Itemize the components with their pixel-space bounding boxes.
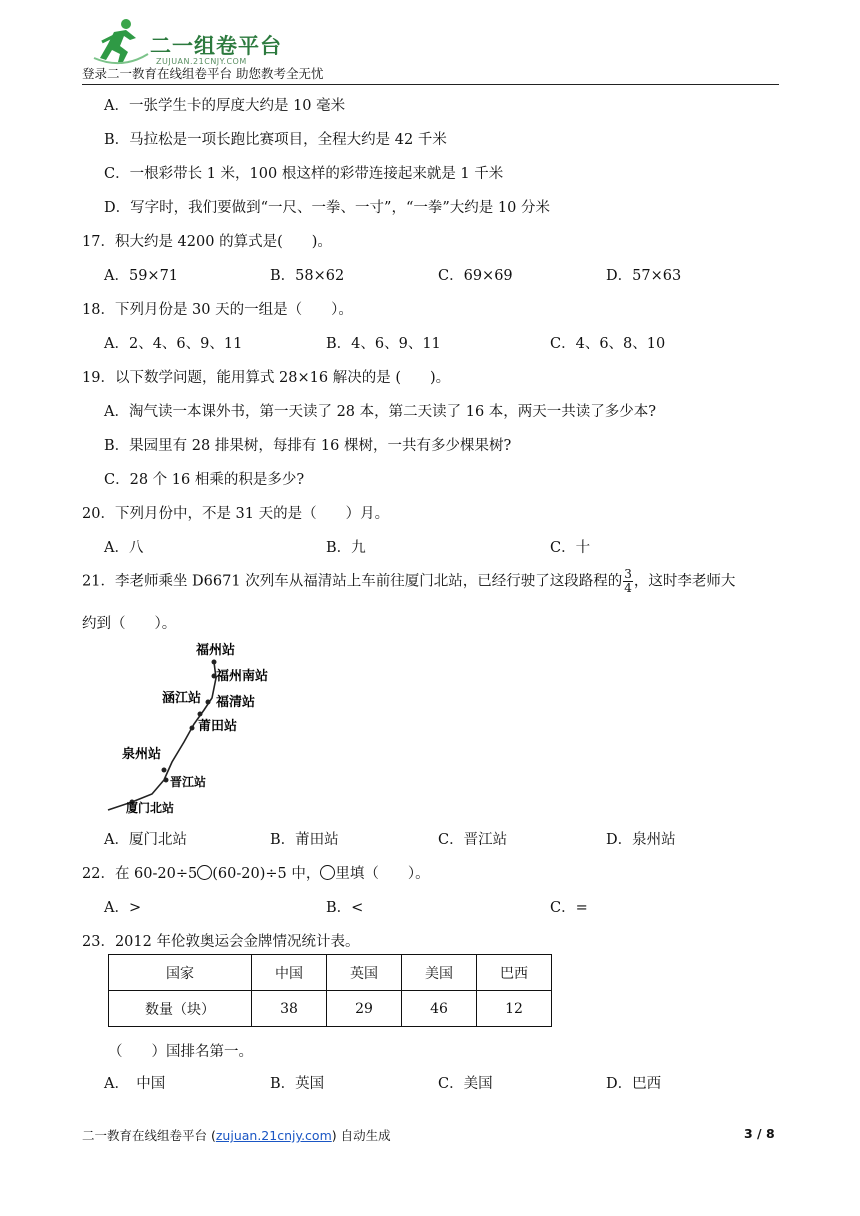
q21-stem-before: 21．李老师乘坐 D6671 次列车从福清站上车前往厦门北站，已经行驶了这段路程的 [82, 573, 623, 590]
q21-stem-after: ，这时李老师大 [633, 573, 736, 590]
circle-blank-icon [197, 865, 212, 880]
table-cell: 38 [252, 991, 327, 1027]
q21-fraction [623, 568, 633, 595]
q21-option-a: A．厦门北站 [104, 832, 187, 848]
table-cell: 英国 [327, 955, 402, 991]
map-label-jinjiang: 晋江站 [170, 775, 207, 789]
map-label-xiamen-north: 厦门北站 [126, 801, 175, 815]
q16-option-b: B．马拉松是一项长跑比赛项目，全程大约是 42 千米 [104, 132, 447, 148]
medal-table [108, 954, 552, 1027]
q21-stem [82, 568, 735, 595]
logo-text: 二一组卷平台 [150, 34, 282, 58]
q23-option-b: B．英国 [270, 1076, 325, 1092]
q22-option-c: C．= [550, 900, 588, 916]
header-divider [82, 84, 779, 85]
q23-stem: 23．2012 年伦敦奥运会金牌情况统计表。 [82, 934, 360, 950]
table-cell: 美国 [402, 955, 477, 991]
q22-stem-before: 22．在 60-20÷5 [82, 866, 198, 882]
q22-option-b: B．< [326, 900, 364, 916]
q19-option-b: B．果园里有 28 排果树，每排有 16 棵树，一共有多少棵果树? [104, 438, 512, 454]
q19-stem: 19．以下数学问题，能用算式 28×16 解决的是 ( )。 [82, 370, 451, 386]
footer-text [82, 1126, 391, 1144]
map-label-putian: 莆田站 [198, 719, 238, 734]
table-cell: 12 [477, 991, 552, 1027]
table-cell: 46 [402, 991, 477, 1027]
q21-option-d: D．泉州站 [606, 832, 676, 848]
q21-fraction-denominator: 4 [624, 581, 632, 595]
q22-option-a: A．> [104, 900, 142, 916]
q22-stem-after: 里填（ ）。 [335, 866, 430, 882]
q21-fraction-numerator: 3 [624, 567, 632, 581]
q23-option-c: C．美国 [438, 1076, 493, 1092]
q17-option-c: C．69×69 [438, 268, 513, 284]
page-number: 3 / 8 [744, 1126, 775, 1141]
footer-link[interactable]: zujuan.21cnjy.com [215, 1128, 332, 1143]
railway-map [104, 638, 284, 820]
q16-option-a: A．一张学生卡的厚度大约是 10 毫米 [104, 98, 346, 114]
q17-option-a: A．59×71 [104, 268, 179, 284]
q20-stem: 20．下列月份中，不是 31 天的是（ ）月。 [82, 506, 390, 522]
logo-subtitle: ZUJUAN.21CNJY.COM [156, 57, 247, 66]
q18-option-b: B．4、6、9、11 [326, 336, 441, 352]
q21-option-b: B．莆田站 [270, 832, 339, 848]
table-cell: 数量（块） [109, 991, 252, 1027]
q20-option-c: C．十 [550, 540, 591, 556]
q21-stem-line2: 约到（ ）。 [82, 616, 177, 632]
table-row [109, 955, 552, 991]
q21-option-c: C．晋江站 [438, 832, 508, 848]
q17-option-b: B．58×62 [270, 268, 345, 284]
q16-option-d: D．写字时，我们要做到“一尺、一拳、一寸”，“一拳”大约是 10 分米 [104, 200, 550, 216]
table-cell: 国家 [109, 955, 252, 991]
q22-stem-middle: (60-20)÷5 中， [212, 866, 321, 882]
header-tagline: 登录二一教育在线组卷平台 助您教考全无忧 [82, 66, 324, 81]
table-cell: 29 [327, 991, 402, 1027]
q23-option-a: A． 中国 [104, 1076, 166, 1092]
q19-option-c: C．28 个 16 相乘的积是多少? [104, 472, 305, 488]
table-cell: 中国 [252, 955, 327, 991]
footer-text-before: 二一教育在线组卷平台 ( [82, 1128, 216, 1143]
q19-option-a: A．淘气读一本课外书，第一天读了 28 本，第二天读了 16 本，两天一共读了多少本? [104, 404, 657, 420]
circle-blank-icon [320, 865, 335, 880]
map-label-fuqing: 福清站 [216, 695, 256, 710]
q18-stem: 18．下列月份是 30 天的一组是（ ）。 [82, 302, 353, 318]
q17-stem: 17．积大约是 4200 的算式是( )。 [82, 234, 332, 250]
q22-stem [82, 862, 430, 883]
map-label-fuzhou: 福州站 [196, 643, 236, 658]
q18-option-a: A．2、4、6、9、11 [104, 336, 243, 352]
q16-option-c: C．一根彩带长 1 米，100 根这样的彩带连接起来就是 1 千米 [104, 166, 504, 182]
map-label-hanjiang: 涵江站 [162, 691, 202, 706]
table-cell: 巴西 [477, 955, 552, 991]
q20-option-a: A．八 [104, 540, 144, 556]
q20-option-b: B．九 [326, 540, 366, 556]
q18-option-c: C．4、6、8、10 [550, 336, 666, 352]
q23-blank: （ ）国排名第一。 [108, 1044, 253, 1060]
q23-option-d: D．巴西 [606, 1076, 662, 1092]
map-label-fuzhou-south: 福州南站 [216, 669, 269, 684]
map-label-quanzhou: 泉州站 [122, 747, 162, 762]
q17-option-d: D．57×63 [606, 268, 682, 284]
table-row [109, 991, 552, 1027]
footer-text-after: ) 自动生成 [331, 1128, 391, 1143]
